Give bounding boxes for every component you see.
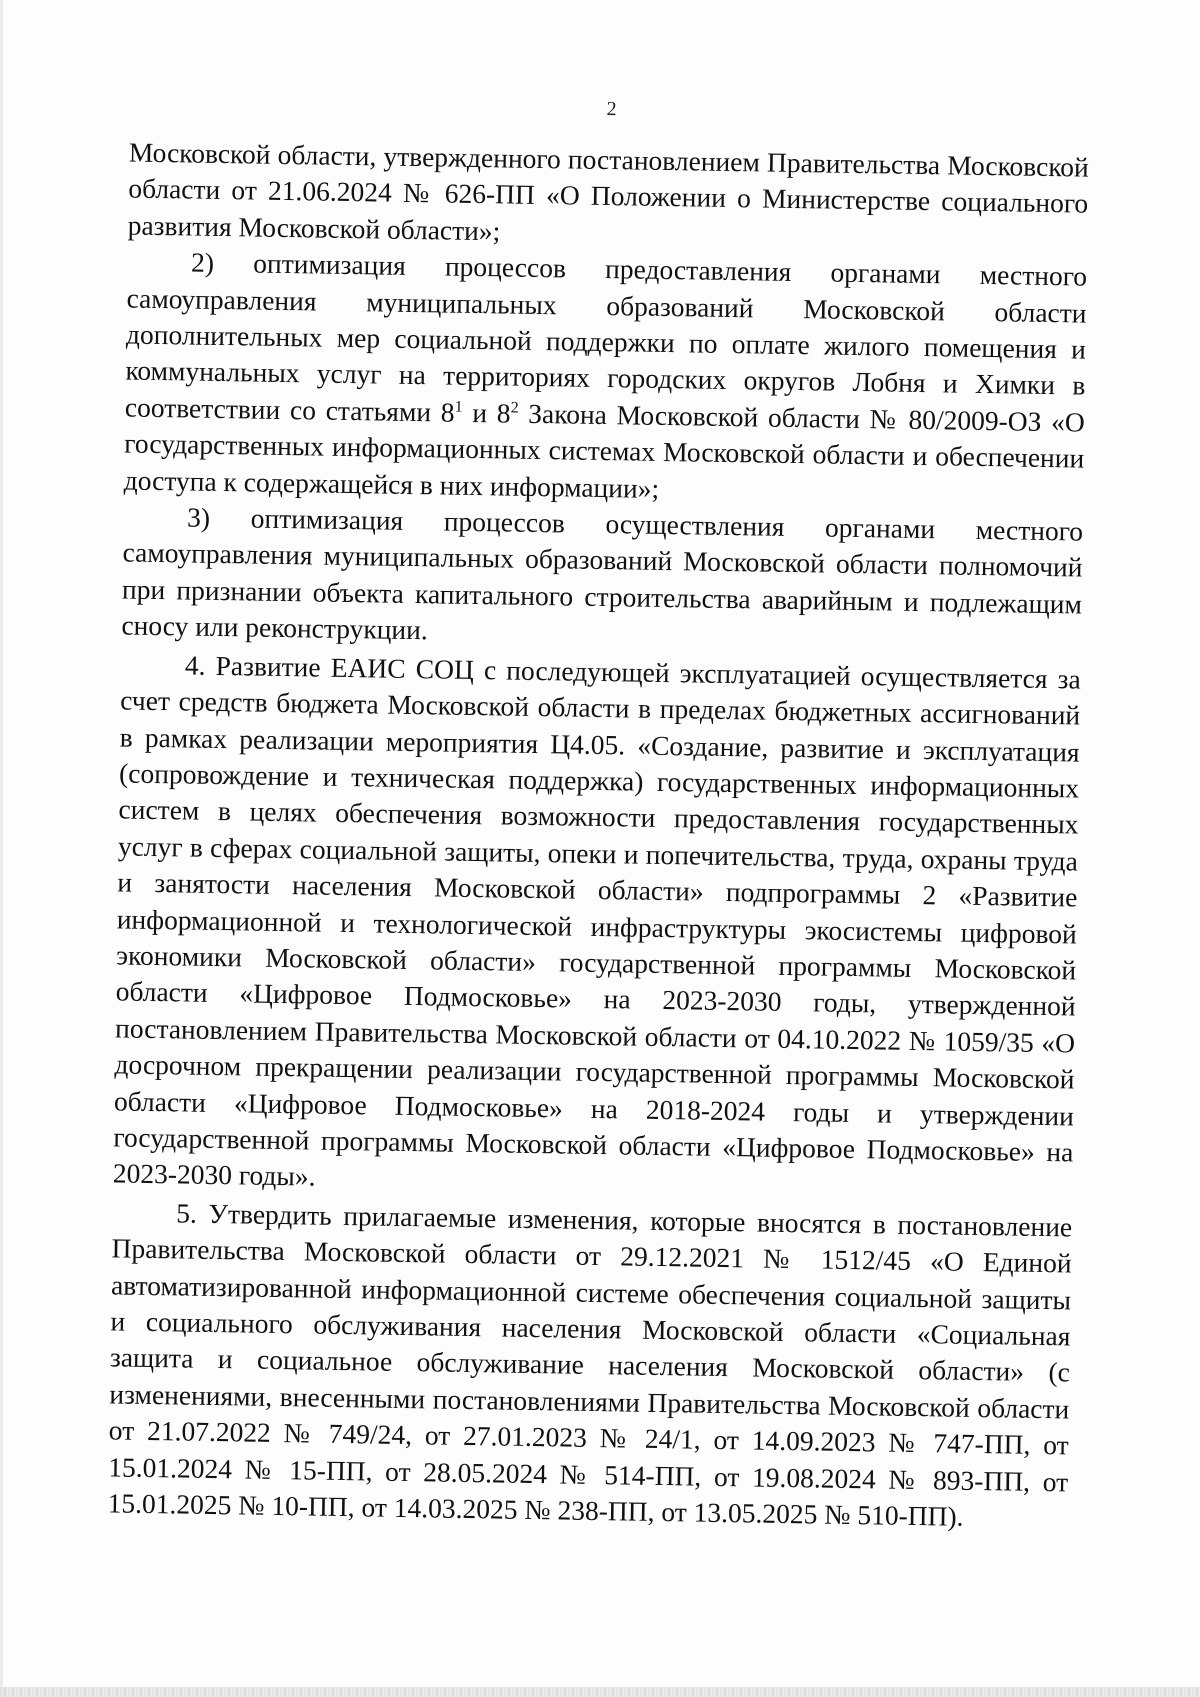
paragraph-point-5: 5. Утвердить прилагаемые изменения, которые вносятся в постановление Правительства Московской области от 29.12.2021 № 1512/45 «О Единой автоматизированной информационной системе обеспечения социальной защиты и социального обслуживания населения Московской области «Социальная защита и социальное обслуживание населения Московской области» (с изменениями, внесенными постановлениями Правительства Московской области от 21.07.2022 № 749/24, от 27.01.2023 № 24/1, от 14.09.2023 № 747-ПП, от 15.01.2024 № 15-ПП, от 28.05.2024 № 514-ПП, от 19.08.2024 № 893-ПП, от 15.01.2025 № 10-ПП, от 14.03.2025 № 238-ПП, от 13.05.2025 № 510-ПП). bbox=[107, 1197, 1073, 1532]
item-2-text-middle: и 8 bbox=[462, 396, 511, 429]
paragraph-continuation: Московской области, утвержденного постановлением Правительства Московской области от 21.06.2024 № 626-ПП «О Положении о Министерстве социального развития Московской области»; bbox=[127, 136, 1090, 247]
paragraph-item-3: 3) оптимизация процессов осуществления органами местного самоуправления муниципальных образований Московской области полномочий при признании объекта капитального строительства аварийным и подлежащим сносу или реконструкции. bbox=[121, 501, 1084, 646]
superscript-2: 2 bbox=[510, 399, 519, 417]
superscript-1: 1 bbox=[454, 398, 463, 416]
page-number: 2 bbox=[606, 98, 617, 121]
scan-bottom-edge bbox=[0, 1687, 1200, 1697]
paragraph-item-2 bbox=[123, 244, 1087, 514]
item-2-text-end: Закона Московской области № 80/2009-ОЗ «О государственных информационных системах Московской области и обеспечении доступа к содержащейся в них информации»; bbox=[123, 397, 1086, 504]
document-body bbox=[107, 135, 1089, 1537]
paragraph-point-4: 4. Развитие ЕАИС СОЦ с последующей эксплуатацией осуществляется за счет средств бюджета Московской области в пределах бюджетных ассигнований в рамках реализации мероприятия Ц4.05. «Создание, развитие и эксплуатация (сопровождение и техническая поддержка) государственных информационных систем в целях обеспечения возможности предоставления государственных услуг в сферах социальной защиты, опеки и попечительства, труда, охраны труда и занятости населения Московской области» подпрограммы 2 «Развитие информационной и технологической инфраструктуры экосистемы цифровой экономики Московской области» государственной программы Московской области «Цифровое Подмосковье» на 2023-2030 годы, утвержденной постановлением Правительства Московской области от 04.10.2022 № 1059/35 «О досрочном прекращении реализации государственной программы Московской области «Цифровое Подмосковье» на 2018-2024 годы и утверждении государственной программы Московской области «Цифровое Подмосковье» на 2023-2030 годы». bbox=[112, 649, 1081, 1192]
item-2-text-start: 2) оптимизация процессов предоставления органами местного самоуправления муниципальных образований Московской области дополнительных мер социальной поддержки по оплате жилого помещения и коммунальных услуг на территориях городских округов Лобня и Химки в соответствии со статьями 8 bbox=[124, 246, 1088, 428]
